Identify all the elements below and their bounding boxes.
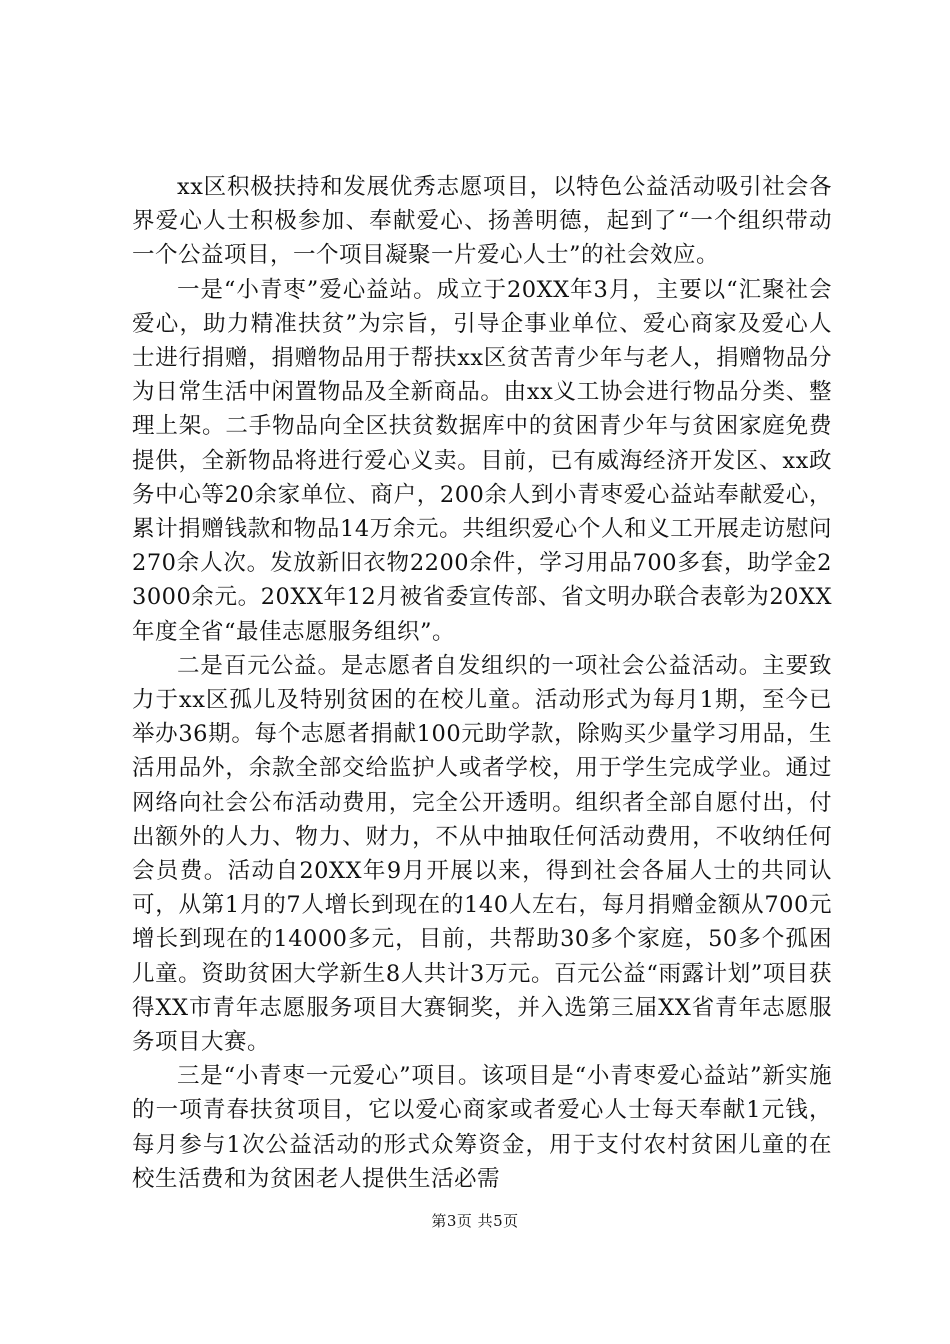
document-body [132, 170, 832, 1196]
paragraph-baiyuan-gongyi: 二是百元公益。是志愿者自发组织的一项社会公益活动。主要致力于xx区孤儿及特别贫困的在校儿童。活动形式为每月1期，至今已举办36期。每个志愿者捐献100元助学款，除购买少量学习用品，生活用品外，余款全部交给监护人或者学校，用于学生完成学业。通过网络向社会公布活动费用，完全公开透明。组织者全部自愿付出，付出额外的人力、物力、财力，不从中抽取任何活动费用，不收纳任何会员费。活动自20XX年9月开展以来，得到社会各届人士的共同认可，从第1月的7人增长到现在的140人左右，每月捐赠金额从700元增长到现在的14000多元，目前，共帮助30多个家庭，50多个孤困儿童。资助贫困大学新生8人共计3万元。百元公益“雨露计划”项目获得XX市青年志愿服务项目大赛铜奖，并入选第三届XX省青年志愿服务项目大赛。 [132, 652, 832, 1056]
paragraph-one-yuan-project: 三是“小青枣一元爱心”项目。该项目是“小青枣爱心益站”新实施的一项青春扶贫项目，它以爱心商家或者爱心人士每天奉献1元钱，每月参与1次公益活动的形式众筹资金，用于支付农村贫困儿童的在校生活费和为贫困老人提供生活必需 [132, 1063, 832, 1192]
paragraph-intro: xx区积极扶持和发展优秀志愿项目，以特色公益活动吸引社会各界爱心人士积极参加、奉献爱心、扬善明德，起到了“一个组织带动一个公益项目，一个项目凝聚一片爱心人士”的社会效应。 [132, 174, 832, 269]
page-number-footer: 第3页 共5页 [431, 1212, 519, 1230]
paragraph-xiaoqingzao-station: 一是“小青枣”爱心益站。成立于20XX年3月，主要以“汇聚社会爱心，助力精准扶贫”为宗旨，引导企事业单位、爱心商家及爱心人士进行捐赠，捐赠物品用于帮扶xx区贫苦青少年与老人，捐赠物品分为日常生活中闲置物品及全新商品。由xx义工协会进行物品分类、整理上架。二手物品向全区扶贫数据库中的贫困青少年与贫困家庭免费提供，全新物品将进行爱心义卖。目前，已有威海经济开发区、xx政务中心等20余家单位、商户，200余人到小青枣爱心益站奉献爱心，累计捐赠钱款和物品14万余元。共组织爱心个人和义工开展走访慰问270余人次。发放新旧衣物2200余件，学习用品700多套，助学金23000余元。20XX年12月被省委宣传部、省文明办联合表彰为20XX年度全省“最佳志愿服务组织”。 [132, 276, 832, 645]
